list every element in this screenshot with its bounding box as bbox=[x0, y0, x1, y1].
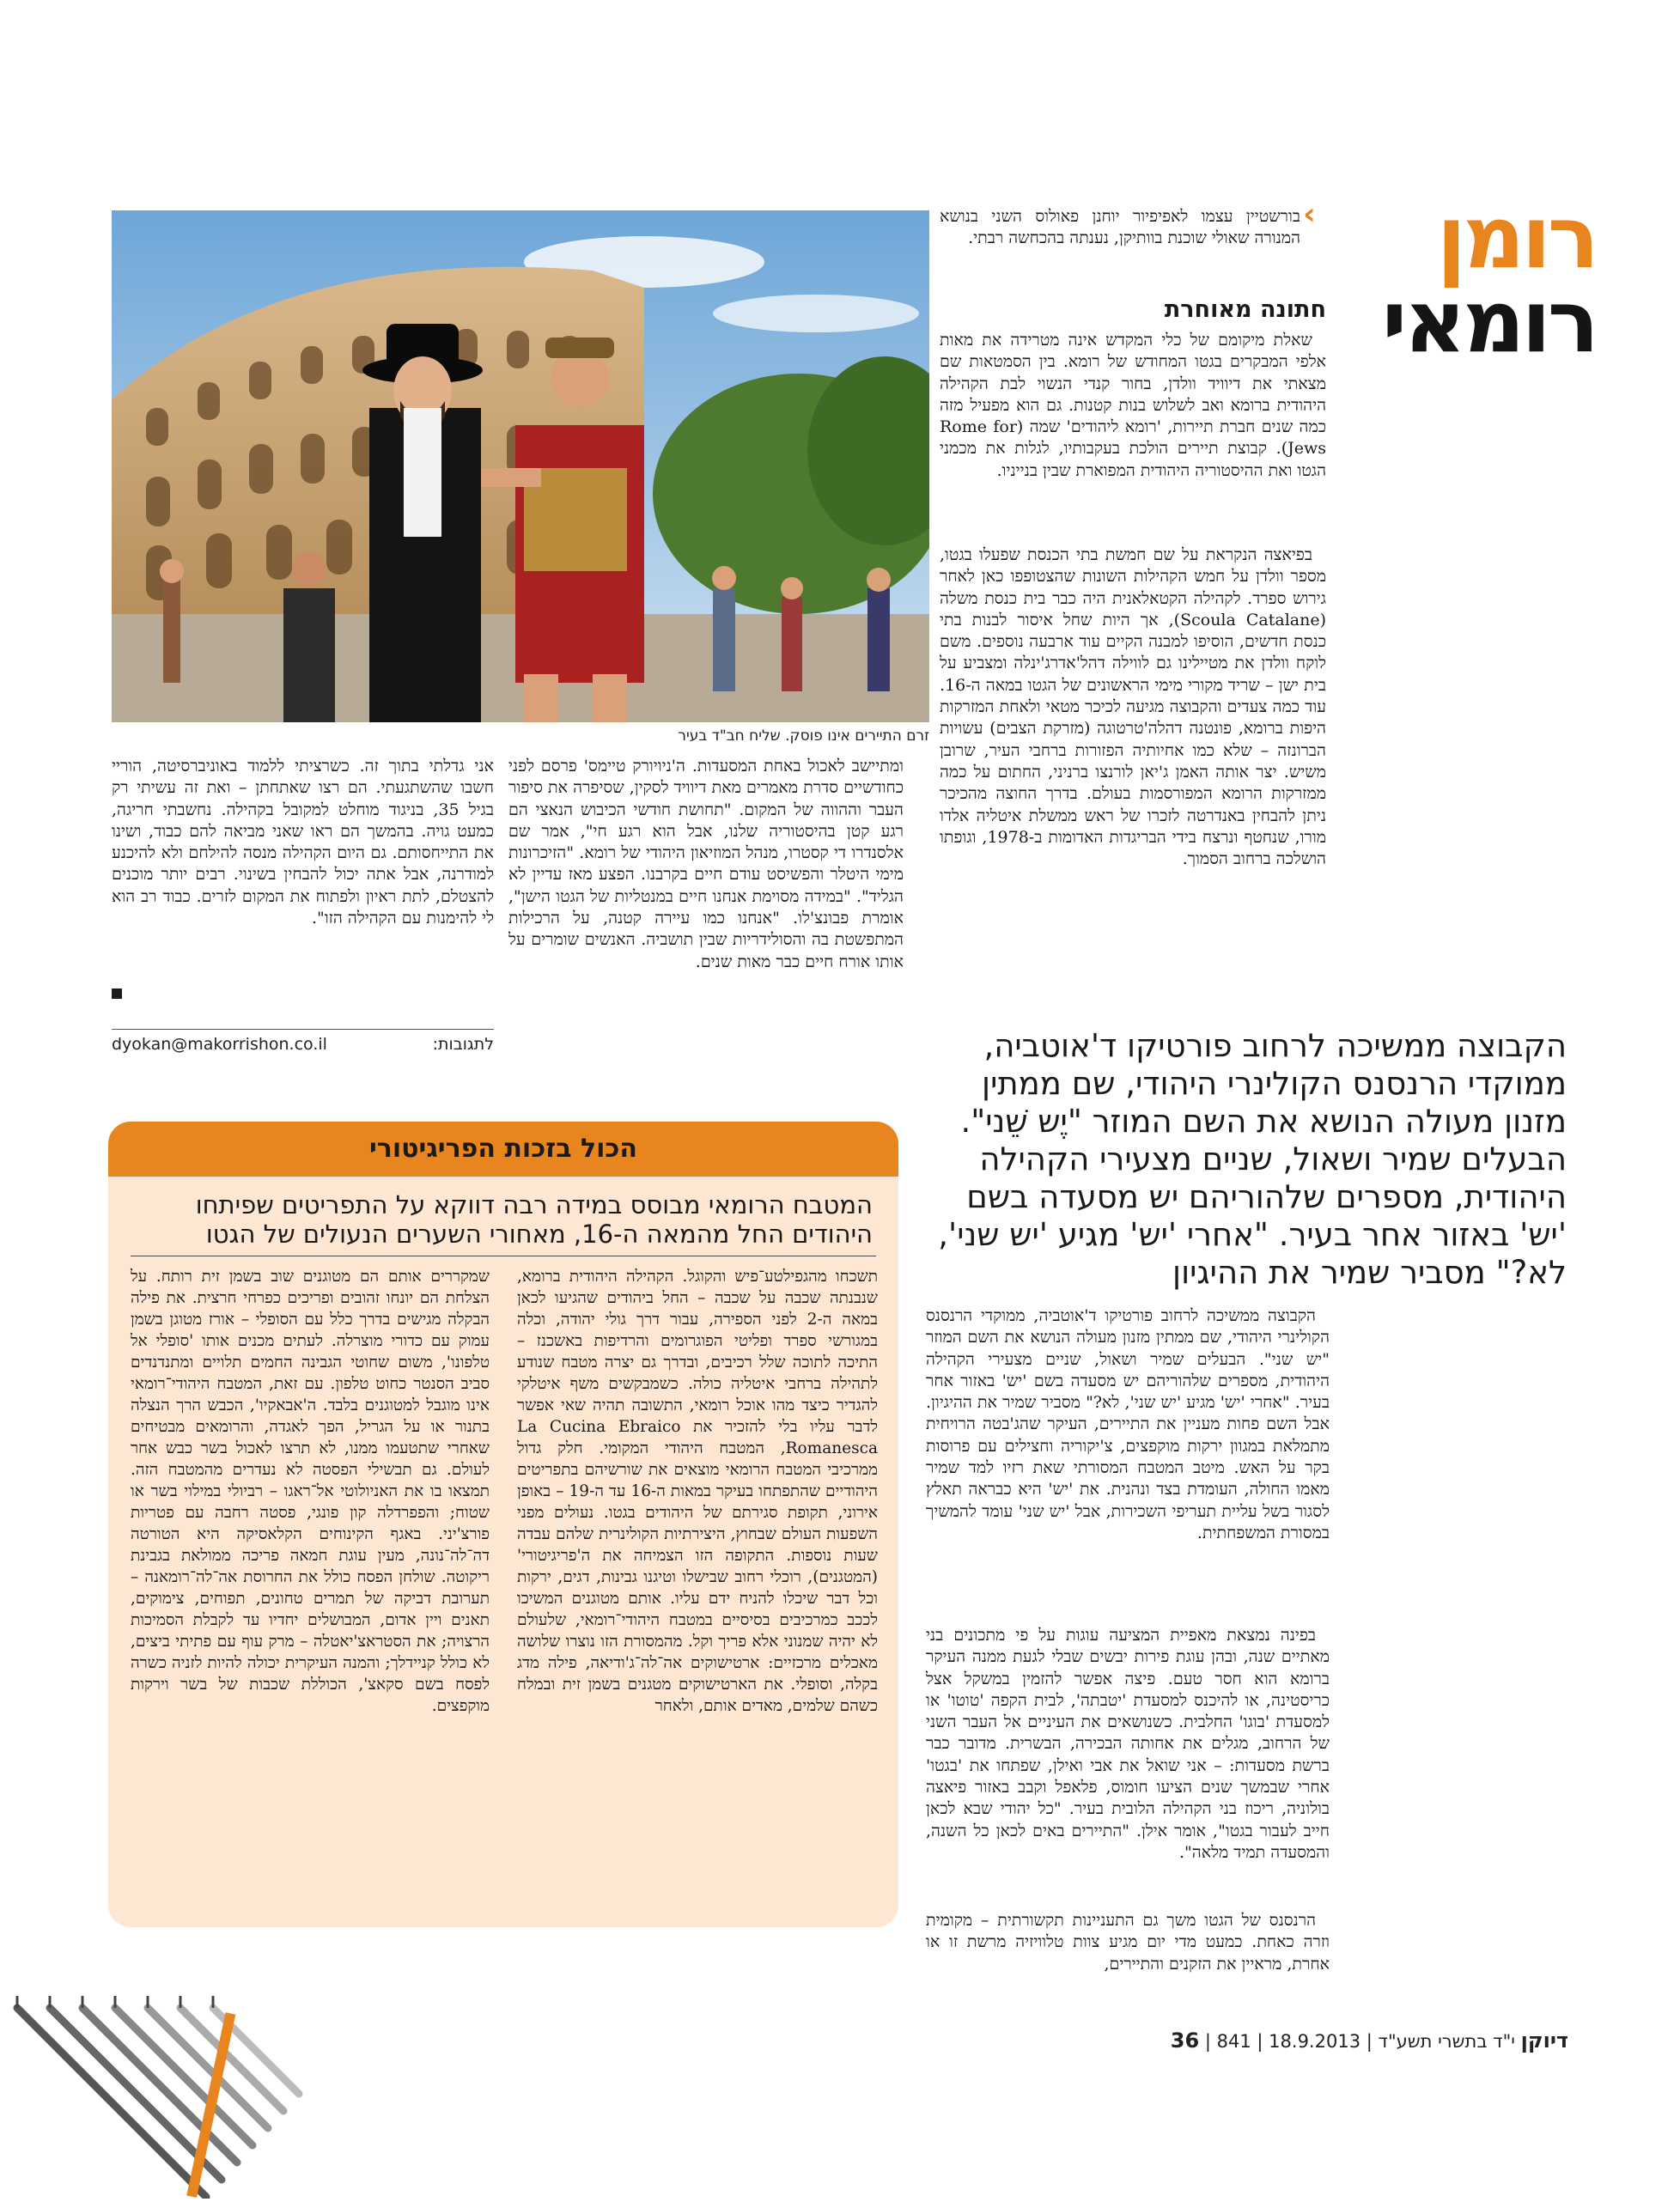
photo-caption: זרם התיירים אינו פוסק. שליח חב"ד בעיר bbox=[678, 727, 929, 745]
box-title: הכול בזכות הפריגיטורי bbox=[108, 1122, 898, 1177]
headline bbox=[1373, 187, 1596, 372]
footer-page-number: 36 bbox=[1170, 2029, 1200, 2053]
footer-magazine: דיוקן bbox=[1520, 2029, 1568, 2053]
pull-quote: הקבוצה ממשיכה לרחוב פורטיקו ד'אוטביה, ממוקדי הרנסנס הקולינרי היהודי, שם ממתין מזנון מעולה הנושא את השם המוזר "יֶש שֵׁני". הבעלים שמיר ושאול, שניים מצעירי הקהילה היהודית, מספרים שלהוריהם יש מסעדה בשם 'יש' באזור אחר בעיר. "אחרי 'יש' מגיע 'יש שני', לא?" מסביר שמיר את ההיגיון bbox=[938, 1027, 1567, 1291]
left-column: אני גדלתי בתוך זה. כשרציתי ללמוד באוניברסיטה, הוריי חשבו שהשתגעתי. הם רצו שאתחתן – ואת זה עשיתי רק בגיל 35, בניגוד מוחלט למקובל בקהילה. נחשבתי חריגה, כמעט גויה. בהמשך הם ראו שאני מביאה להם כבוד, ושינו את התייחסותם. גם היום הקהילה מנסה להילחם ולא להיכנע למודרנה, אבל אתה יכול להבחין בשינוי. רבים יותר מוכנים להצטלם, לתת ראיון ולפתוח את המקום לזרים. כבוד רב הוא לי להימנות עם הקהילה הזו". bbox=[112, 757, 495, 928]
page-footer bbox=[1168, 2029, 1568, 2053]
box-column-right: תשכחו מהגפילטע־פיש והקוגל. הקהילה היהודית ברומא, שנבנתה שכבה על שכבה – החל ביהודים שהגיעו לכאן במאה ה-2 לפני הספירה, עבור דרך גולי יהודה, וכלה במגורשי ספרד ופליטי הפוגרומים והרדיפות באשכנז – התיכה לתוכה שלל רכיבים, ובדרך גם יצרה מטבח שנודע לתהילה ברחבי איטליה כולה. כשמבקשים משף איטלקי להגדיר כיצד מהו אוכל רומאי, התשובה תהיה שאי אפשר לדבר עליו בלי להזכיר את La Cucina Ebraico Romanesca, המטבח היהודי המקומי. חלק גדול ממרכיבי המטבח הרומאי מוצאים את שורשיהם בתפריטים היהודיים שהתפתחו בעיקר במאות ה-16 עד ה-19 – באופן אירוני, תקופת סגירתם של היהודים בגטו. נעולים מפני השפעות העולם שבחוץ, היצירתיות הקולינרית שלהם עבדה שעות נוספות. התקופה הזו הצמיחה את ה'פריגיטורי' (המטגנים), רוכלי רחוב שבישלו וטיגנו גבינות, דגים, ירקות וכל דבר שיכלו להניח ידם עליו. אותם מטוגנים המשיכו לככב כמרכיבים בסיסיים במטבח היהודי־רומאי, שלעולם לא יהיה שמנוני אלא פריך וקל. מהמסורת הזו נוצרו שלושה מאכלים מרכזיים: ארטישוקים אה־לה־ג'ודיאה, פילה מדג בקלה, וסופלי. את הארטישוקים מטגנים בשמן זית ובמלח כשהם שלמים, מאדים אותם, ולאחר bbox=[517, 1268, 878, 1715]
sidebar-box bbox=[108, 1122, 898, 1927]
box-subtitle: המטבח הרומאי מבוסס במידה רבה דווקא על התפריטים שפיתחו היהודים החל מהמאה ה-16, מאחורי השערים הנעולים של הגטו bbox=[195, 1190, 873, 1249]
right-lower-paragraph-1: הקבוצה ממשיכה לרחוב פורטיקו ד'אוטביה, ממוקדי הרנסנס הקולינרי היהודי, שם ממתין מזנון מעולה הנושא את השם המוזר "יש שני". הבעלים שמיר ושאול, שניים מצעירי הקהילה היהודית, מספרים שלהוריהם יש מסעדה בשם 'יש' באזור אחר בעיר. "אחרי 'יש' מגיע 'יש שני', לא?" מסביר שמיר את ההיגיון. אבל השם פחות מעניין את התיירים, העיקר שהג'בטה הרויחית מתמלאת במגוון ירקות מוקפצים, צ'יקוריה וחצילים עם פרוסות בקר על האש. מיטב המטבח המסורתי שאת רזיו למד שמיר מאמו החולה, העומדת בצד ונהנית. את 'יש' היא כבראה תאלץ לסגור בשל עליית תעריפי השכירות, אבל 'יש שני' עומד להמשיך במסורת המשפחתית. bbox=[926, 1306, 1330, 1542]
section-paragraph-1: שאלת מיקומם של כלי המקדש אינה מטרידה את מאות אלפי המבקרים בגטו המחודש של רומא. בין הסמטאות שם מצאתי את דיוויד וולדן, בחור קנדי הנשוי לבת הקהילה היהודית ברומא ואב לשלוש בנות קטנות. גם הוא מפעיל מזה כמה שנים חברת תיירות, 'רומא ליהודים' שמה (Rome for Jews). קבוצת תיירים הולכת בעקבותיו, לגלות את מכמני הגטו ואת ההיסטוריה היהודית המפוארת שבין בנייניו. bbox=[940, 331, 1326, 480]
headline-line1: רומן bbox=[1436, 187, 1596, 288]
right-lower-paragraph-2: בפינה נמצאת מאפיית המציעה עוגות על פי מתכונים בני מאתיים שנה, ובהן עוגת פירות יבשים שבלי לגעת ממנה העיקר ברומא הוא חסר טעם. פיצה אפשר להזמין במשקל אצל כריסטינה, או להיכנס למסעדת 'יטבתה', לבית הקפה 'טוטו' או למסעדת 'בוגו' החלבית. כשנושאים את העיניים אל העבר השני של הרחוב, מגלים את אחותה הבכירה, הבשרית. מדובר כבר ברשת מסעדות: – אני שואל את אבי ואילן, שפתחו את 'בגטו' אחרי שבמשך שנים הציעו חומוס, פלאפל וקבב באזור פיאצה בולוניה, ריכוז בני הקהילה הלובית בעיר. "כל יהודי שבא לכאן חייב לעבור בגטו", אומר אילן. "התיירים באים לכאן כל השנה, והמסעדה תמיד מלאה". bbox=[926, 1626, 1330, 1862]
section-title: חתונה מאוחרת bbox=[1164, 296, 1326, 323]
response-email[interactable]: dyokan@makorrishon.co.il bbox=[112, 1035, 327, 1054]
section-paragraph-2: בפיאצה הנקראת על שם חמשת בתי הכנסת שפעלו בגטו, מספר וולדן על חמש הקהילות השונות שהצטופפו כאן לאחר גירוש ספרד. לקהילה הקטאלאנית היה כבר בית כנסת משלה (Scoula Catalane), אך היות שחל איסור לבנות בתי כנסת חדשים, הוסיפו למבנה הקיים עוד ארבעה נוספים. משם לוקח וולדן את מטיילינו גם לווילה דהל'אדרג'ינלה ומצביע על בית ישן – שריד מקורי מימי הראשונים של הגטו במאה ה-16. עוד כמה צעדים והקבוצה מגיעה לכיכר מטאי ולאחת המזרקות היפות ברומא, פונטנה דהלה'טרטוגה (מזרקת הצבים) עשויות הברונזה – שלא כמו אחיותיה הפזורות ברחבי העיר, שרובן משיש. יצר אותה האמן ג'יאן לורנצו ברניני, החתום על כמה ממזרקות הרומא המפורסמות בעולם. בדרך החוצה מהכיכר ניתן להבחין באנדרטה לזכרו של ראש ממשלת איטליה אלדו מורו, שנחטף ונרצח בידי הבריגדות האדומות ב-1978, וגופתו הושלכה ברחוב הסמוך. bbox=[940, 545, 1326, 869]
menorah-icon bbox=[7, 1994, 333, 2199]
chevron-left-icon: ‹ bbox=[1303, 197, 1316, 232]
response-label: לתגובות: bbox=[432, 1035, 494, 1054]
middle-column: ומתיישב לאכול באחת המסעדות. ה'ניויורק טיימס' פרסם לפני כחודשיים סדרת מאמרים מאת דיוויד לסקין, שסיפרה את סיפור העבר וההווה של המקום. "תחושת חודשי הכיבוש הנאצי הם רגע קטן בהיסטוריה שלנו, אבל הוא רגע חי", אמר שם אלסנדרו די קסטרו, מנהל המוזיאון היהודי של רומא. "הזיכרונות מימי היטלר והפשיסט עודם חיים בקרבנו. הפצע מאז עדיין לא הגליד". "במידה מסוימת אנחנו חיים במנטליות של הגטו הישן", אומרת פבונצ'לו. "אנחנו כמו עיירה קטנה, על הרכילות המתפשטת בה והסולידריות שבין תושביה. האנשים שומרים על אותו אורח חיים כבר מאות שנים. bbox=[508, 757, 904, 971]
box-column-left: שמקררים אותם הם מטוגנים שוב בשמן זית רותח. על הצלחת הם יונחו זהובים ופריכים כפרחי חרצית. את פילה הבקלה מגישים בדרך כלל עם הסופלי – אורז מטוגן בשמן עמוק עם כדורי מוצרלה. לעתים מכנים אותו 'סופלי אל טלפונו', משום שחוטי הגבינה החמים תלויים ומתנדנדים סביב הסנטר כחוט טלפון. עם זאת, המטבח היהודי־רומאי אינו מוגבל למטוגנים בלבד. ה'אבאקיו', הכבש הרך הנצלה בתנור או על הגריל, הפך לאגדה, והרומאים מבטיחים שאחרי שתטעמו ממנו, לא תרצו לאכול בשר כבש אחר לעולם. גם תבשילי הפסטה לא נעדרים מהמטבח הזה. תמצאו בו את האניולוטי אל־ראגו – רביולי במילוי בשר או שטוח; והפפרדלה קון פונגי, פסטה רחבה עם פטריות פורצ'יני. באגף הקינוחים הקלאסיקה היא הטורטה דה־לה־נונה, מעין עוגת חמאה פריכה ממולאת בגבינת ריקוטה. שולחן הפסח כולל את החרוסת אה־לה־רומאנה – תערובת דביקה של תמרים טחונים, תפוחים, צימוקים, תאנים ויין אדום, המבושלים יחדיו עד לקבלת הסמיכות הרצויה; את הסטראצ'יאטלה – מרק עוף עם פתיתי ביצים, לא כולל קניידלך; והמנה העיקרית יכולה להיות לזניה כשרה לפסח בשם סקאצ', הכוללת שכבות של בשר וירקות מוקפצים. bbox=[131, 1268, 490, 1715]
headline-line2: רומאי bbox=[1381, 271, 1596, 372]
end-mark bbox=[112, 988, 122, 999]
right-lower-paragraph-3: הרנסנס של הגטו משך גם התעניינות תקשורתית – מקומית וזרה כאחת. כמעט מדי יום מגיע צוות טלוויזיה מרשת זו או אחרת, מראיין את הזקנים והתיירים, bbox=[926, 1911, 1330, 1974]
response-line bbox=[112, 1029, 494, 1054]
footer-date: י"ד בתשרי תשע"ד | 18.9.2013 | 841 | bbox=[1204, 2031, 1515, 2052]
intro-paragraph: בורשטיין עצמו לאפיפיור יוחנן פאולוס השני בנושא המנורה שאולי שוכנת בוותיקן, נענתה בהכחשה רבתי. bbox=[940, 207, 1300, 248]
colosseum-photo bbox=[112, 210, 929, 722]
